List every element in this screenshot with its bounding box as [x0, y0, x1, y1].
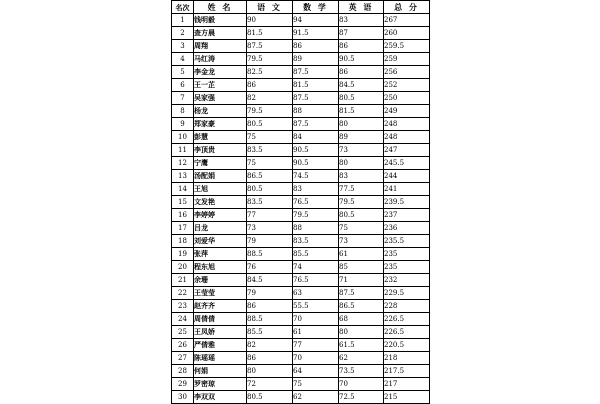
table-row [172, 313, 430, 326]
table-row [172, 261, 430, 274]
chinese-score-cell: 88.5 [247, 248, 293, 261]
total-score-cell: 260 [384, 27, 430, 40]
math-score-cell: 83 [293, 183, 339, 196]
student-name-cell: 周翔 [194, 40, 247, 53]
english-score-cell: 61.5 [339, 339, 384, 352]
chinese-score-cell: 81.5 [247, 27, 293, 40]
math-score-cell: 90.5 [293, 157, 339, 170]
table-row [172, 196, 430, 209]
score-table [171, 0, 430, 404]
chinese-score-cell: 82 [247, 339, 293, 352]
total-score-cell: 235 [384, 248, 430, 261]
total-score-cell: 241 [384, 183, 430, 196]
rank-cell: 10 [172, 131, 194, 144]
table-body [172, 14, 430, 404]
total-score-cell: 248 [384, 131, 430, 144]
table-row [172, 287, 430, 300]
chinese-score-cell: 86.5 [247, 170, 293, 183]
total-score-cell: 252 [384, 79, 430, 92]
table-row [172, 79, 430, 92]
english-score-cell: 73 [339, 144, 384, 157]
chinese-score-cell: 83.5 [247, 196, 293, 209]
student-name-cell: 彭慧 [194, 131, 247, 144]
english-score-cell: 90.5 [339, 53, 384, 66]
rank-cell: 3 [172, 40, 194, 53]
table-row [172, 222, 430, 235]
english-score-cell: 84.5 [339, 79, 384, 92]
english-score-cell: 80 [339, 157, 384, 170]
english-score-cell: 86 [339, 66, 384, 79]
rank-cell: 23 [172, 300, 194, 313]
header-chinese: 语 文 [247, 1, 293, 14]
english-score-cell: 61 [339, 248, 384, 261]
rank-cell: 27 [172, 352, 194, 365]
total-score-cell: 226.5 [384, 313, 430, 326]
chinese-score-cell: 80.5 [247, 183, 293, 196]
english-score-cell: 62 [339, 352, 384, 365]
math-score-cell: 87.5 [293, 92, 339, 105]
rank-cell: 18 [172, 235, 194, 248]
chinese-score-cell: 79.5 [247, 53, 293, 66]
math-score-cell: 77 [293, 339, 339, 352]
student-name-cell: 王凤娇 [194, 326, 247, 339]
rank-cell: 24 [172, 313, 194, 326]
math-score-cell: 88 [293, 105, 339, 118]
rank-cell: 9 [172, 118, 194, 131]
student-name-cell: 李顶贵 [194, 144, 247, 157]
chinese-score-cell: 80 [247, 365, 293, 378]
total-score-cell: 235.5 [384, 235, 430, 248]
rank-cell: 4 [172, 53, 194, 66]
math-score-cell: 86 [293, 40, 339, 53]
table-row [172, 53, 430, 66]
student-name-cell: 张萍 [194, 248, 247, 261]
math-score-cell: 64 [293, 365, 339, 378]
score-sheet [171, 0, 429, 404]
rank-cell: 6 [172, 79, 194, 92]
english-score-cell: 83 [339, 170, 384, 183]
math-score-cell: 75 [293, 378, 339, 391]
rank-cell: 13 [172, 170, 194, 183]
chinese-score-cell: 80.5 [247, 391, 293, 404]
rank-cell: 14 [172, 183, 194, 196]
chinese-score-cell: 76 [247, 261, 293, 274]
student-name-cell: 王旭 [194, 183, 247, 196]
total-score-cell: 217 [384, 378, 430, 391]
math-score-cell: 87.5 [293, 66, 339, 79]
total-score-cell: 259 [384, 53, 430, 66]
math-score-cell: 70 [293, 313, 339, 326]
total-score-cell: 220.5 [384, 339, 430, 352]
english-score-cell: 77.5 [339, 183, 384, 196]
table-row [172, 339, 430, 352]
math-score-cell: 62 [293, 391, 339, 404]
total-score-cell: 235 [384, 261, 430, 274]
rank-cell: 26 [172, 339, 194, 352]
rank-cell: 22 [172, 287, 194, 300]
rank-cell: 16 [172, 209, 194, 222]
total-score-cell: 250 [384, 92, 430, 105]
math-score-cell: 63 [293, 287, 339, 300]
math-score-cell: 85.5 [293, 248, 339, 261]
rank-cell: 1 [172, 14, 194, 27]
table-header-row [172, 1, 430, 14]
math-score-cell: 70 [293, 352, 339, 365]
chinese-score-cell: 86 [247, 352, 293, 365]
student-name-cell: 吴家强 [194, 92, 247, 105]
student-name-cell: 郑家豪 [194, 118, 247, 131]
student-name-cell: 李婷婷 [194, 209, 247, 222]
total-score-cell: 247 [384, 144, 430, 157]
chinese-score-cell: 85.5 [247, 326, 293, 339]
chinese-score-cell: 79 [247, 287, 293, 300]
total-score-cell: 244 [384, 170, 430, 183]
chinese-score-cell: 79.5 [247, 105, 293, 118]
header-name: 姓 名 [194, 1, 247, 14]
header-rank: 名次 [172, 1, 194, 14]
table-row [172, 274, 430, 287]
student-name-cell: 何娟 [194, 365, 247, 378]
total-score-cell: 249 [384, 105, 430, 118]
rank-cell: 29 [172, 378, 194, 391]
chinese-score-cell: 73 [247, 222, 293, 235]
student-name-cell: 文发艳 [194, 196, 247, 209]
table-row [172, 14, 430, 27]
english-score-cell: 73.5 [339, 365, 384, 378]
math-score-cell: 87.5 [293, 118, 339, 131]
english-score-cell: 83 [339, 14, 384, 27]
chinese-score-cell: 86 [247, 300, 293, 313]
rank-cell: 30 [172, 391, 194, 404]
chinese-score-cell: 88.5 [247, 313, 293, 326]
math-score-cell: 76.5 [293, 196, 339, 209]
chinese-score-cell: 82 [247, 92, 293, 105]
total-score-cell: 256 [384, 66, 430, 79]
table-row [172, 235, 430, 248]
total-score-cell: 248 [384, 118, 430, 131]
student-name-cell: 陈瑶瑶 [194, 352, 247, 365]
table-row [172, 105, 430, 118]
student-name-cell: 汤配娟 [194, 170, 247, 183]
math-score-cell: 74 [293, 261, 339, 274]
chinese-score-cell: 83.5 [247, 144, 293, 157]
math-score-cell: 94 [293, 14, 339, 27]
math-score-cell: 91.5 [293, 27, 339, 40]
table-row [172, 40, 430, 53]
chinese-score-cell: 77 [247, 209, 293, 222]
rank-cell: 25 [172, 326, 194, 339]
chinese-score-cell: 87.5 [247, 40, 293, 53]
student-name-cell: 李双双 [194, 391, 247, 404]
total-score-cell: 245.5 [384, 157, 430, 170]
chinese-score-cell: 72 [247, 378, 293, 391]
rank-cell: 19 [172, 248, 194, 261]
math-score-cell: 76.5 [293, 274, 339, 287]
math-score-cell: 79.5 [293, 209, 339, 222]
table-row [172, 378, 430, 391]
header-english: 英 语 [339, 1, 384, 14]
total-score-cell: 232 [384, 274, 430, 287]
student-name-cell: 余珊 [194, 274, 247, 287]
student-name-cell: 王一芷 [194, 79, 247, 92]
total-score-cell: 259.5 [384, 40, 430, 53]
student-name-cell: 查方晨 [194, 27, 247, 40]
math-score-cell: 90.5 [293, 144, 339, 157]
english-score-cell: 72.5 [339, 391, 384, 404]
english-score-cell: 85 [339, 261, 384, 274]
rank-cell: 8 [172, 105, 194, 118]
math-score-cell: 84 [293, 131, 339, 144]
rank-cell: 28 [172, 365, 194, 378]
rank-cell: 17 [172, 222, 194, 235]
total-score-cell: 229.5 [384, 287, 430, 300]
table-row [172, 27, 430, 40]
total-score-cell: 217.5 [384, 365, 430, 378]
total-score-cell: 236 [384, 222, 430, 235]
total-score-cell: 215 [384, 391, 430, 404]
english-score-cell: 73 [339, 235, 384, 248]
english-score-cell: 86 [339, 40, 384, 53]
math-score-cell: 88 [293, 222, 339, 235]
rank-cell: 5 [172, 66, 194, 79]
student-name-cell: 周倩倩 [194, 313, 247, 326]
english-score-cell: 71 [339, 274, 384, 287]
chinese-score-cell: 84.5 [247, 274, 293, 287]
english-score-cell: 68 [339, 313, 384, 326]
rank-cell: 15 [172, 196, 194, 209]
total-score-cell: 237 [384, 209, 430, 222]
table-row [172, 92, 430, 105]
chinese-score-cell: 82.5 [247, 66, 293, 79]
table-row [172, 326, 430, 339]
student-name-cell: 李金龙 [194, 66, 247, 79]
rank-cell: 21 [172, 274, 194, 287]
rank-cell: 12 [172, 157, 194, 170]
english-score-cell: 80 [339, 118, 384, 131]
english-score-cell: 86.5 [339, 300, 384, 313]
english-score-cell: 89 [339, 131, 384, 144]
table-row [172, 300, 430, 313]
chinese-score-cell: 90 [247, 14, 293, 27]
total-score-cell: 239.5 [384, 196, 430, 209]
chinese-score-cell: 75 [247, 131, 293, 144]
rank-cell: 2 [172, 27, 194, 40]
chinese-score-cell: 80.5 [247, 118, 293, 131]
table-row [172, 157, 430, 170]
math-score-cell: 89 [293, 53, 339, 66]
rank-cell: 11 [172, 144, 194, 157]
student-name-cell: 严倩雅 [194, 339, 247, 352]
table-row [172, 66, 430, 79]
english-score-cell: 87 [339, 27, 384, 40]
student-name-cell: 吕龙 [194, 222, 247, 235]
table-row [172, 365, 430, 378]
student-name-cell: 刘爱华 [194, 235, 247, 248]
table-row [172, 144, 430, 157]
total-score-cell: 267 [384, 14, 430, 27]
total-score-cell: 226.5 [384, 326, 430, 339]
student-name-cell: 马红涛 [194, 53, 247, 66]
math-score-cell: 61 [293, 326, 339, 339]
table-row [172, 118, 430, 131]
english-score-cell: 79.5 [339, 196, 384, 209]
english-score-cell: 80.5 [339, 92, 384, 105]
rank-cell: 20 [172, 261, 194, 274]
chinese-score-cell: 79 [247, 235, 293, 248]
english-score-cell: 87.5 [339, 287, 384, 300]
english-score-cell: 80.5 [339, 209, 384, 222]
table-row [172, 170, 430, 183]
english-score-cell: 75 [339, 222, 384, 235]
student-name-cell: 程东旭 [194, 261, 247, 274]
math-score-cell: 55.5 [293, 300, 339, 313]
chinese-score-cell: 86 [247, 79, 293, 92]
table-row [172, 131, 430, 144]
table-row [172, 248, 430, 261]
student-name-cell: 宁鹰 [194, 157, 247, 170]
student-name-cell: 罗密琼 [194, 378, 247, 391]
table-row [172, 352, 430, 365]
table-row [172, 209, 430, 222]
student-name-cell: 杨龙 [194, 105, 247, 118]
student-name-cell: 赵齐齐 [194, 300, 247, 313]
header-total: 总 分 [384, 1, 430, 14]
total-score-cell: 218 [384, 352, 430, 365]
english-score-cell: 70 [339, 378, 384, 391]
table-row [172, 183, 430, 196]
total-score-cell: 228 [384, 300, 430, 313]
math-score-cell: 83.5 [293, 235, 339, 248]
student-name-cell: 王莹莹 [194, 287, 247, 300]
chinese-score-cell: 75 [247, 157, 293, 170]
english-score-cell: 81.5 [339, 105, 384, 118]
table-row [172, 391, 430, 404]
header-math: 数 学 [293, 1, 339, 14]
math-score-cell: 81.5 [293, 79, 339, 92]
math-score-cell: 74.5 [293, 170, 339, 183]
rank-cell: 7 [172, 92, 194, 105]
english-score-cell: 80 [339, 326, 384, 339]
student-name-cell: 钱明毅 [194, 14, 247, 27]
